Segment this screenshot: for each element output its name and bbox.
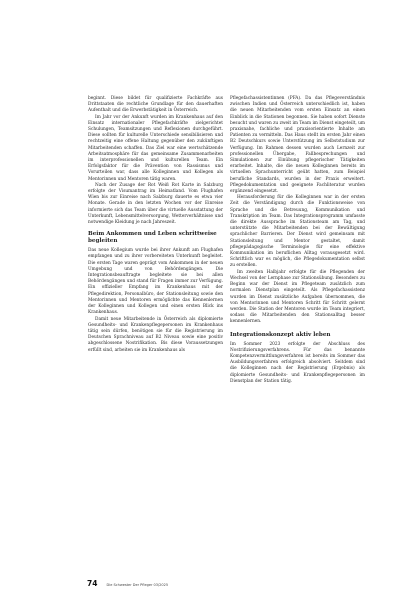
section-heading-arrival: Beim Ankommen und Leben schrittweise begleiten	[88, 231, 217, 245]
left-paragraph-4: Das neue Kollegium wurde bei ihrer Ankunft am Flughafen empfangen und zu ihrer vorbereiteten Unterkunft begleitet. Die ersten Tage waren geprägt vom Ankommen in der neuen Umgebung und von Behördengängen. Die Integrationsbeauftragte begleitete sie bei allen Behördengängen und stand für Fragen immer zur Verfügung. Ein offizieller Empfang im Krankenhaus mit der Pflegedirektion, Personalbüro, der Stationsleitung sowie den Mentorinnen und Mentoren ermöglichte das Kennenlernen der Kolleginnen und Kollegen und einen ersten Blick ins Krankenhaus.	[88, 248, 223, 316]
right-paragraph-4: Im Sommer 2023 erfolgte der Abschluss des Nostrifizierungsverfahrens. Für das benannte Kompetenzvermittlungsverfahren ist bereits im Sommer das Ausbildungsverfahren erfolgreich absolviert. Seitdem sind die Kolleginnen nach der Registrierung (Ergebnis) als diplomierte Gesundheits- und Krankenpflegepersonen im Dienstplan der Station tätig.	[230, 341, 365, 384]
left-paragraph-5: Damit neue Mitarbeitende in Österreich als diplomierte Gesundheits- und Krankenpflegepersonen im Krankenhaus tätig sein dürfen, benötigen sie für die Registrierung im Deutschen Sprachniveau auf B2 Niveau sowie eine positiv abgeschlossene Nostrifikation. Bis diese Voraussetzungen erfüllt sind, arbeiten sie im Krankenhaus als	[88, 316, 223, 353]
left-paragraph-1: beginnt. Diese bildet für qualifizierte Fachkräfte aus Drittstaaten die rechtliche Grundlage für den dauerhaften Aufenthalt und die Erwerbstätigkeit in Österreich.	[88, 96, 223, 114]
page-footer	[87, 571, 168, 590]
journal-info: Die Schwester Der Pfleger 03/2025	[106, 583, 169, 587]
right-paragraph-1: Pflegefachassistentinnen (PFA). Da das Pflegeverständnis zwischen Indien und Österreich unterschiedlich ist, haben die neuen Mitarbeitenden vom ersten Einsatz an einen Einblick in die Stationen begonnen. Sie haben sofort Dienste besucht und waren zu zweit im Team im Dienst eingeteilt, um praxisnahe, fachliche und praxisorientierte Inhalte am Patienten zu vermitteln. Das Haus stellt im ersten Jahr einen B2 Deutschkurs sowie Unterstützung im Selbststudium zur Verfügung. Im Rahmen dessen wurden auch Lernzeit zur professionellen Übergabe, Fallbesprechungen und Simulationen zur Einübung pflegerischer Tätigkeiten erarbeitet. Inhalte, die die neuen Kolleginnen bereits im virtuellen Sprachunterricht geübt hatten, zum Beispiel berufliche Standards, wurden in der Praxis erweitert. Pflegedokumentation und geeignete Fachliteratur wurden ergänzend eingesetzt.	[230, 96, 365, 195]
right-paragraph-2: Herausforderung für die Kolleginnen war in der ersten Zeit die Verständigung durch die Funktionsweise von Sprache und die Betreuung, Kommunikation und Transkription im Team. Das Integrationsprogramm umfasste die direkte Aussprache im Stationsteam am Tag, und unterstützte die Mitarbeitenden bei der Bewältigung sprachlicher Barrieren. Der Dienst wird gemeinsam mit Stationsleitung und Mentor gestaltet, damit pflegepädagogische Terminologie für eine effektive Kommunikation im beruflichen Alltag vorausgesetzt wird. Schriftlich war es möglich, die Pflegedokumentation selbst zu erstellen.	[230, 195, 365, 269]
section-heading-integration: Integrationskonzept aktiv leben	[230, 331, 331, 338]
right-column	[230, 96, 365, 385]
left-paragraph-3: Nach der Zusage der Rot Weiß Rot Karte in Salzburg erfolgte der Visumantrag im Heimatland. Vom Flughafen Wien bis zur Einreise nach Salzburg dauerte es etwa vier Monate. Gerade in den letzten Wochen vor der Einreise informierte sich das Team über die virtuelle Ausstattung der Unterkunft, Lebensmittelversorgung, Wetterverhältnisse und notwendige Kleidung je nach Jahreszeit.	[88, 182, 223, 226]
left-column	[88, 96, 223, 354]
left-paragraph-2: Im Jahr vor der Ankunft wurden im Krankenhaus auf den Einsatz internationaler Pflegefachkräfte zielgerichtet Schulungen, Teamsitzungen und Reflexionen durchgeführt. Diese sollten für kulturelle Unterschiede sensibilisieren und rechtzeitig eine offene Haltung gegenüber den zukünftigen Mitarbeitenden schaffen. Das Ziel war eine wertschätzende Arbeitsatmosphäre für das gemeinsame Zusammenarbeiten im interprofessionellen und kulturellen Team. Ein Erfolgsfaktor für die Prävention von Rassismus und Vorurteilen war, dass alle Kolleginnen und Kollegen als Mentorinnen und Mentoren tätig waren.	[88, 114, 223, 182]
right-paragraph-3: Im zweiten Halbjahr erfolgte für die Pflegenden der Wechsel von der Lernphase zur Stationsübung. Besonders zu Beginn war der Dienst im Pflegeteam zusätzlich zum normalen Dienstplan eingeteilt. Als Pflegefachassistenz wurden im Dienst zusätzliche Aufgaben übernommen, die von Mentorinnen und Mentoren Schritt für Schritt gelernt werden. Die Station der Mentoren wurde im Team integriert, sodass die Mitarbeitenden den Stationsalltag besser kennenlernen.	[230, 269, 365, 325]
page-number: 74	[87, 579, 98, 588]
